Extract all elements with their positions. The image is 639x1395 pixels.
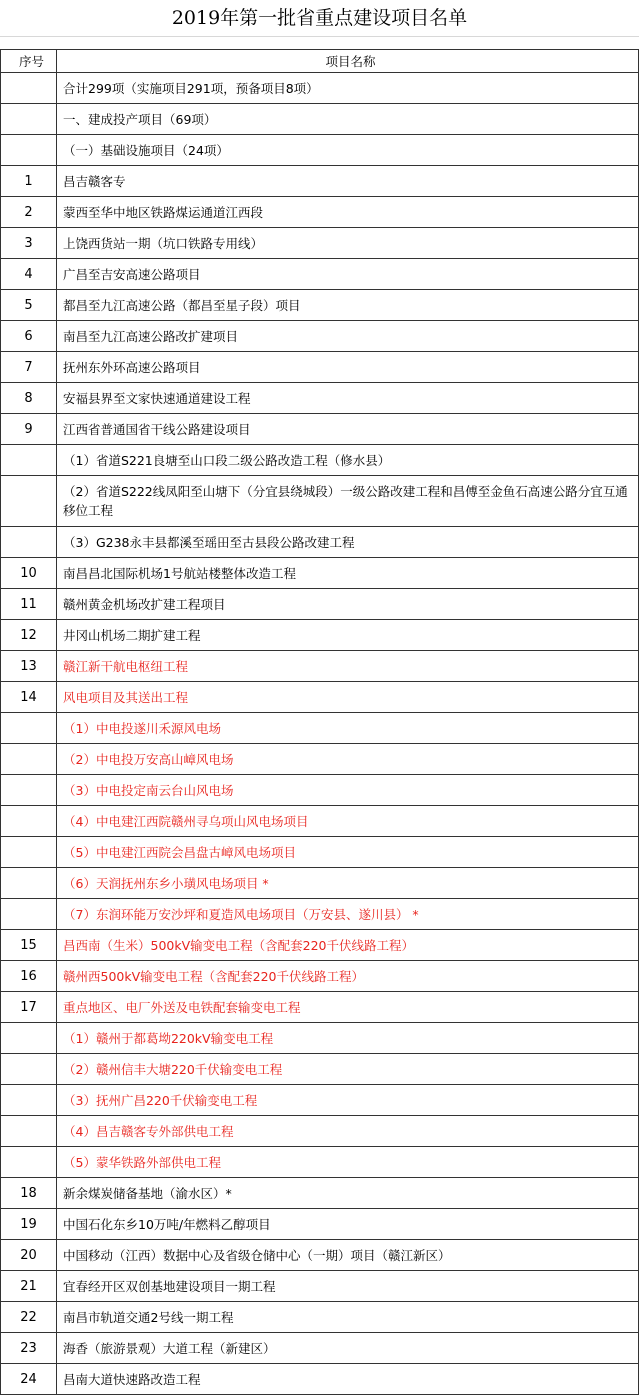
row-project-name: （1）省道S221良塘至山口段二级公路改造工程（修水县）	[57, 445, 639, 476]
title-gap	[0, 36, 639, 49]
row-number	[1, 527, 57, 558]
row-project-name: 井冈山机场二期扩建工程	[57, 620, 639, 651]
row-project-name: 海香（旅游景观）大道工程（新建区）	[57, 1333, 639, 1364]
row-number: 19	[1, 1209, 57, 1240]
row-project-name: 一、建成投产项目（69项）	[57, 104, 639, 135]
row-project-name: 宜春经开区双创基地建设项目一期工程	[57, 1271, 639, 1302]
row-project-name: 风电项目及其送出工程	[57, 682, 639, 713]
row-project-name: （7）东润环能万安沙坪和夏造风电场项目（万安县、遂川县） *	[57, 899, 639, 930]
row-number: 6	[1, 321, 57, 352]
row-number	[1, 1023, 57, 1054]
row-number	[1, 1116, 57, 1147]
row-number	[1, 837, 57, 868]
table-row	[1, 558, 639, 589]
row-project-name: （4）昌吉赣客专外部供电工程	[57, 1116, 639, 1147]
table-row	[1, 961, 639, 992]
row-number	[1, 775, 57, 806]
row-project-name: 昌吉赣客专	[57, 166, 639, 197]
row-number: 24	[1, 1364, 57, 1395]
row-project-name: 昌南大道快速路改造工程	[57, 1364, 639, 1395]
header-col-no: 序号	[1, 50, 57, 73]
row-project-name: 重点地区、电厂外送及电铁配套输变电工程	[57, 992, 639, 1023]
table-row	[1, 589, 639, 620]
table-row	[1, 1085, 639, 1116]
row-project-name: （3）G238永丰县都溪至瑶田至古县段公路改建工程	[57, 527, 639, 558]
row-number: 3	[1, 228, 57, 259]
row-number: 5	[1, 290, 57, 321]
row-project-name: （3）抚州广昌220千伏输变电工程	[57, 1085, 639, 1116]
row-number	[1, 135, 57, 166]
row-project-name: （4）中电建江西院赣州寻乌项山风电场项目	[57, 806, 639, 837]
page-title: 2019年第一批省重点建设项目名单	[171, 7, 468, 29]
row-number: 4	[1, 259, 57, 290]
row-project-name: 中国移动（江西）数据中心及省级仓储中心（一期）项目（赣江新区）	[57, 1240, 639, 1271]
table-row	[1, 414, 639, 445]
row-number: 2	[1, 197, 57, 228]
table-row	[1, 1302, 639, 1333]
table-row	[1, 1271, 639, 1302]
row-number	[1, 868, 57, 899]
table-row	[1, 868, 639, 899]
row-project-name: 上饶西货站一期（坑口铁路专用线）	[57, 228, 639, 259]
row-project-name: 南昌至九江高速公路改扩建项目	[57, 321, 639, 352]
row-project-name: （2）赣州信丰大塘220千伏输变电工程	[57, 1054, 639, 1085]
row-project-name: 都昌至九江高速公路（都昌至星子段）项目	[57, 290, 639, 321]
table-row	[1, 445, 639, 476]
table-row	[1, 899, 639, 930]
row-number: 7	[1, 352, 57, 383]
table-row	[1, 527, 639, 558]
row-number: 23	[1, 1333, 57, 1364]
row-project-name: （1）赣州于都葛坳220kV输变电工程	[57, 1023, 639, 1054]
row-number	[1, 1147, 57, 1178]
row-number	[1, 1054, 57, 1085]
row-number: 15	[1, 930, 57, 961]
table-row	[1, 1209, 639, 1240]
row-project-name: 中国石化东乡10万吨/年燃料乙醇项目	[57, 1209, 639, 1240]
table-row	[1, 1147, 639, 1178]
row-number	[1, 806, 57, 837]
row-number	[1, 744, 57, 775]
table-row	[1, 73, 639, 104]
row-project-name: 赣州黄金机场改扩建工程项目	[57, 589, 639, 620]
row-number	[1, 1085, 57, 1116]
row-project-name: 赣州西500kV输变电工程（含配套220千伏线路工程）	[57, 961, 639, 992]
row-number: 20	[1, 1240, 57, 1271]
row-project-name: （一）基础设施项目（24项）	[57, 135, 639, 166]
table-row	[1, 104, 639, 135]
row-number: 16	[1, 961, 57, 992]
table-row	[1, 992, 639, 1023]
table-row	[1, 930, 639, 961]
table-row	[1, 682, 639, 713]
row-project-name: 合计299项（实施项目291项，预备项目8项）	[57, 73, 639, 104]
table-row	[1, 197, 639, 228]
table-row	[1, 713, 639, 744]
table-row	[1, 1023, 639, 1054]
row-project-name: 江西省普通国省干线公路建设项目	[57, 414, 639, 445]
table-row	[1, 383, 639, 414]
table-row	[1, 806, 639, 837]
row-project-name: （2）省道S222线凤阳至山塘下（分宜县绕城段）一级公路改建工程和昌傅至金鱼石高速公路分宜互通移位工程	[57, 476, 639, 527]
table-row	[1, 775, 639, 806]
row-number: 22	[1, 1302, 57, 1333]
table-row	[1, 1054, 639, 1085]
row-number: 12	[1, 620, 57, 651]
table-row	[1, 620, 639, 651]
row-project-name: 蒙西至华中地区铁路煤运通道江西段	[57, 197, 639, 228]
table-row	[1, 476, 639, 527]
row-number: 8	[1, 383, 57, 414]
table-row	[1, 651, 639, 682]
row-number	[1, 476, 57, 527]
table-row	[1, 1333, 639, 1364]
table-row	[1, 290, 639, 321]
row-project-name: 赣江新干航电枢纽工程	[57, 651, 639, 682]
row-project-name: 南昌昌北国际机场1号航站楼整体改造工程	[57, 558, 639, 589]
table-row	[1, 321, 639, 352]
row-number	[1, 445, 57, 476]
row-number	[1, 104, 57, 135]
row-project-name: 抚州东外环高速公路项目	[57, 352, 639, 383]
row-number: 11	[1, 589, 57, 620]
table-row	[1, 837, 639, 868]
project-table	[0, 49, 639, 1395]
row-project-name: （2）中电投万安高山嶂风电场	[57, 744, 639, 775]
row-project-name: （3）中电投定南云台山风电场	[57, 775, 639, 806]
row-number	[1, 713, 57, 744]
table-row	[1, 166, 639, 197]
table-row	[1, 744, 639, 775]
table-row	[1, 1240, 639, 1271]
row-number: 17	[1, 992, 57, 1023]
row-number	[1, 73, 57, 104]
row-project-name: 广昌至吉安高速公路项目	[57, 259, 639, 290]
row-project-name: 安福县界至文家快速通道建设工程	[57, 383, 639, 414]
row-number: 1	[1, 166, 57, 197]
row-number	[1, 899, 57, 930]
row-number: 9	[1, 414, 57, 445]
table-row	[1, 259, 639, 290]
row-project-name: （1）中电投遂川禾源风电场	[57, 713, 639, 744]
row-project-name: 南昌市轨道交通2号线一期工程	[57, 1302, 639, 1333]
table-header-row	[1, 50, 639, 73]
table-row	[1, 135, 639, 166]
row-number: 18	[1, 1178, 57, 1209]
row-number: 10	[1, 558, 57, 589]
row-number: 14	[1, 682, 57, 713]
row-number: 13	[1, 651, 57, 682]
row-project-name: （5）中电建江西院会昌盘古嶂风电场项目	[57, 837, 639, 868]
row-project-name: 新余煤炭储备基地（渝水区）*	[57, 1178, 639, 1209]
row-project-name: （6）天润抚州东乡小璜风电场项目 *	[57, 868, 639, 899]
table-row	[1, 352, 639, 383]
table-row	[1, 1178, 639, 1209]
header-col-name: 项目名称	[57, 50, 639, 73]
row-project-name: （5）蒙华铁路外部供电工程	[57, 1147, 639, 1178]
table-row	[1, 228, 639, 259]
row-project-name: 昌西南（生米）500kV输变电工程（含配套220千伏线路工程）	[57, 930, 639, 961]
row-number: 21	[1, 1271, 57, 1302]
table-row	[1, 1116, 639, 1147]
table-row	[1, 1364, 639, 1395]
